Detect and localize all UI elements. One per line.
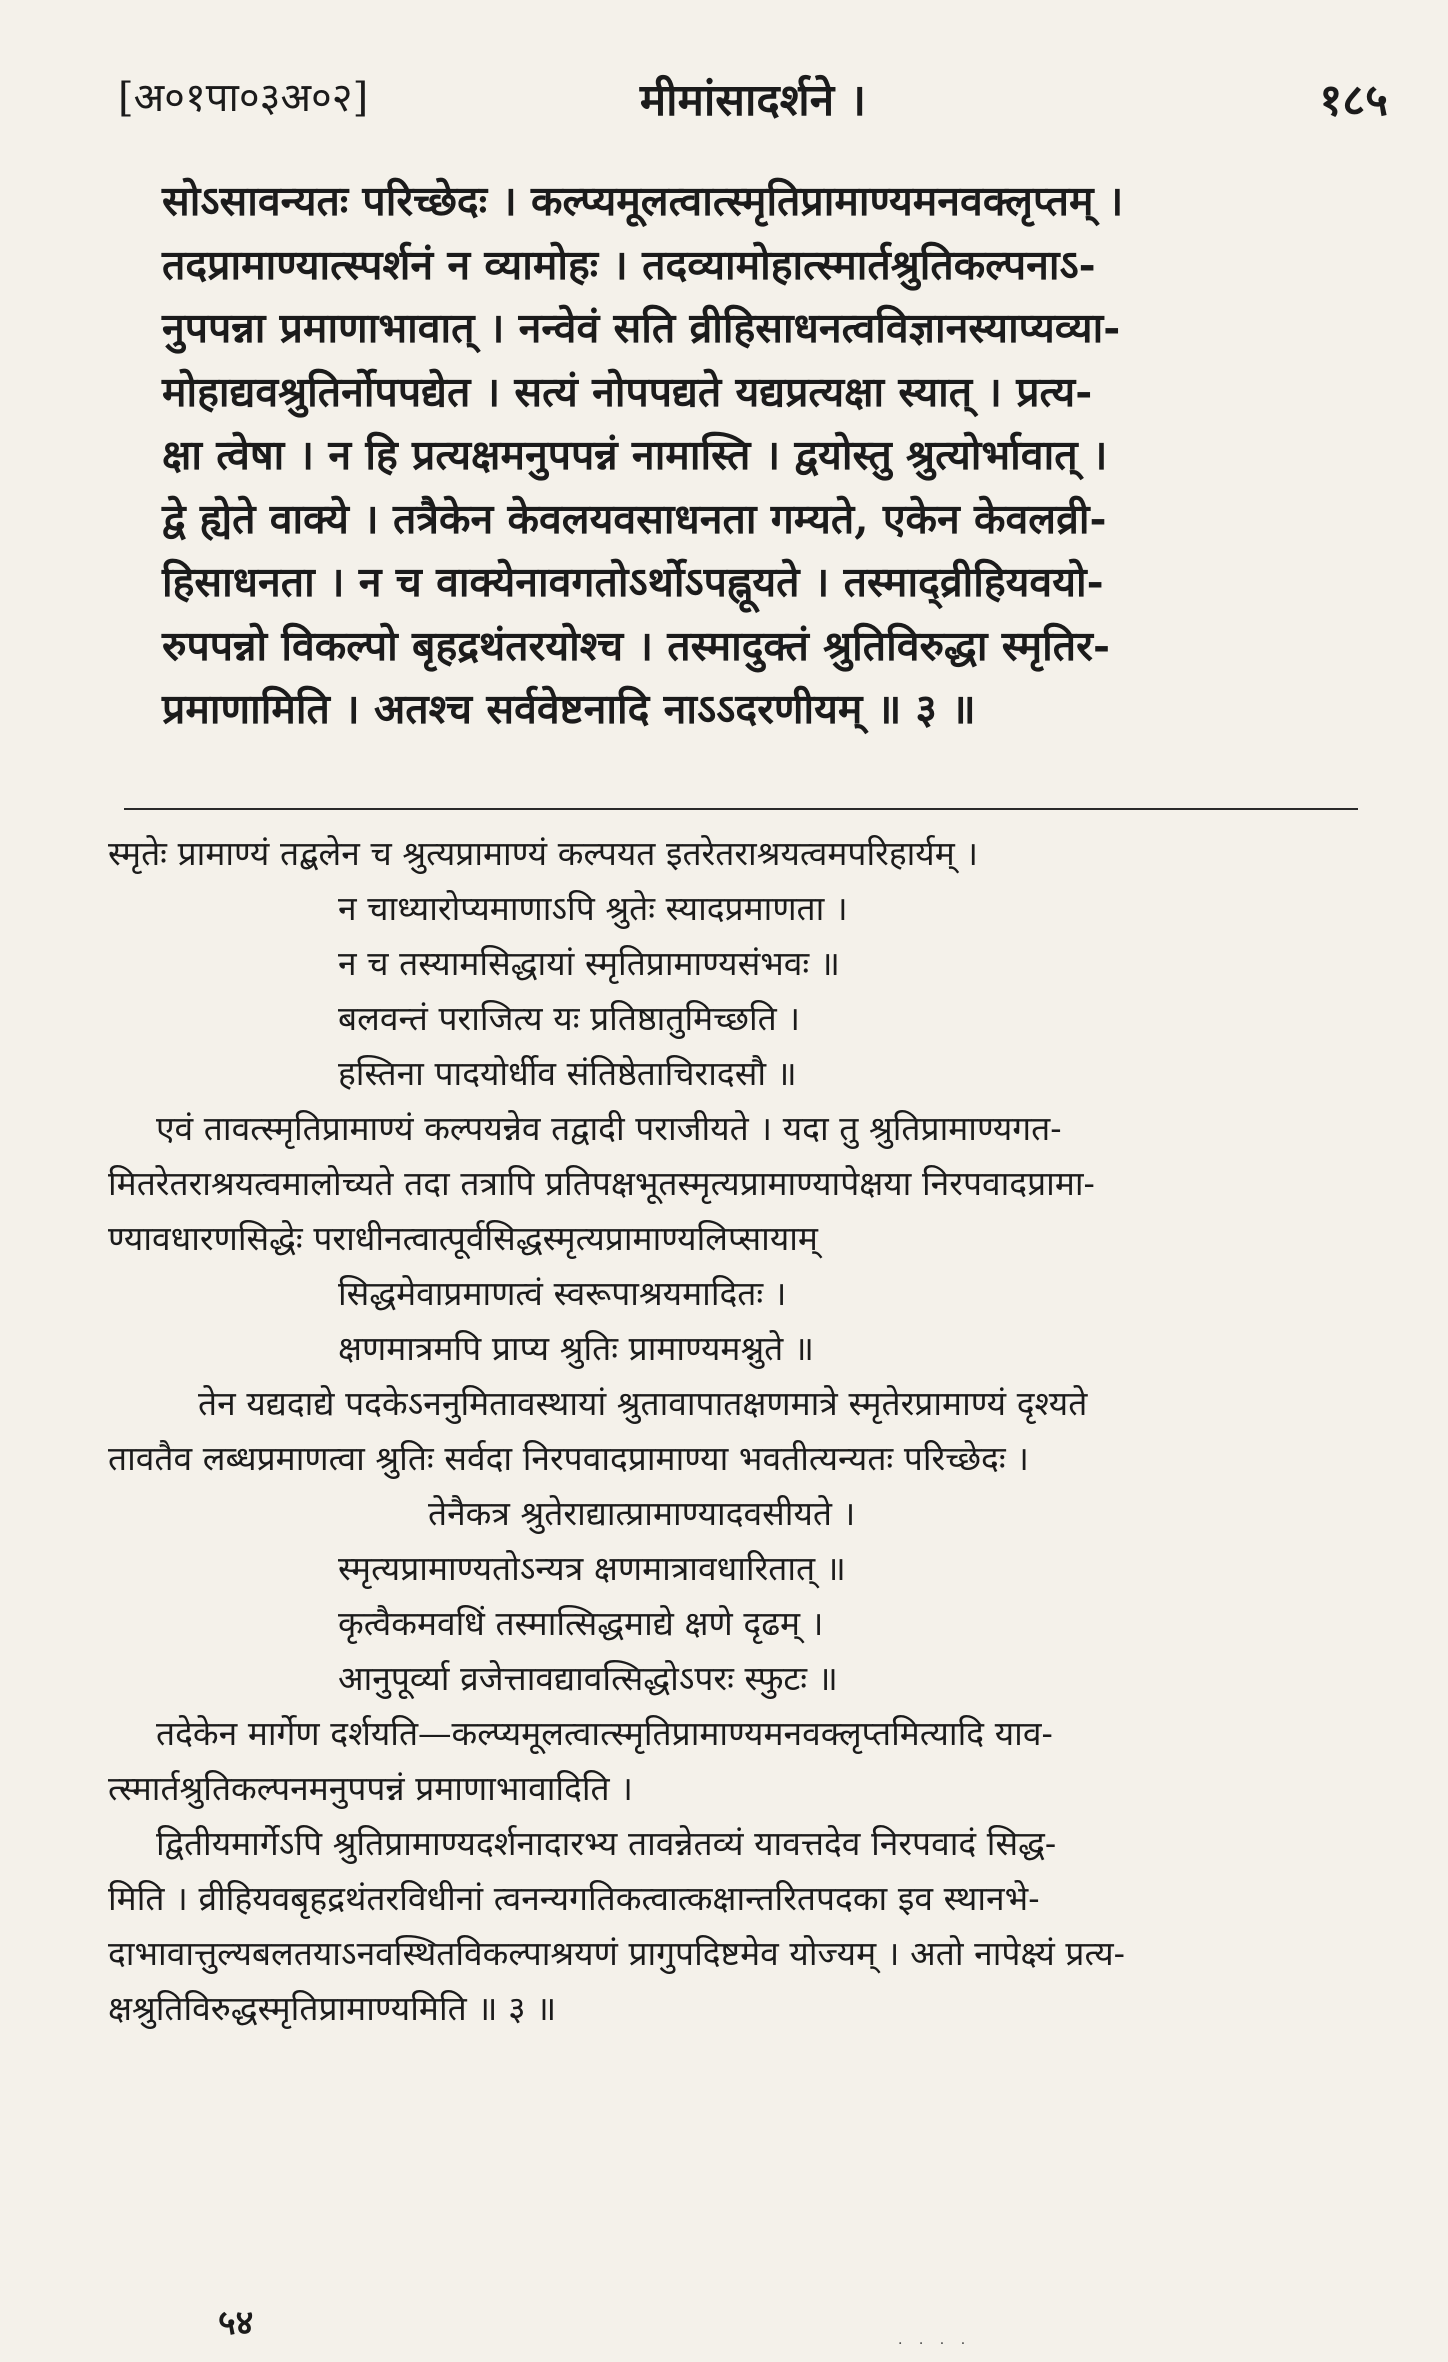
- commentary-line: द्वितीयमार्गेऽपि श्रुतिप्रामाण्यदर्शनादारभ्य तावन्नेतव्यं यावत्तदेव निरपवादं सिद्ध-: [156, 1824, 1057, 1863]
- verse-line: आनुपूर्व्या व्रजेत्तावद्यावत्सिद्धोऽपरः स्फुटः ॥: [338, 1659, 838, 1698]
- verse-line: सिद्धमेवाप्रमाणत्वं स्वरूपाश्रयमादितः ।: [338, 1274, 787, 1313]
- commentary-line: स्मृतेः प्रामाण्यं तद्बलेन च श्रुत्यप्रामाण्यं कल्पयत इतरेतराश्रयत्वमपरिहार्यम् ।: [108, 834, 979, 873]
- main-text-line: रुपपन्नो विकल्पो बृहद्रथंतरयोश्च । तस्मादुक्तं श्रुतिविरुद्धा स्मृतिर-: [162, 621, 1110, 670]
- print-specks: · · · ·: [898, 2336, 972, 2352]
- verse-line: स्मृत्यप्रामाण्यतोऽन्यत्र क्षणमात्रावधारितात् ॥: [338, 1549, 846, 1588]
- commentary-line: क्षश्रुतिविरुद्धस्मृतिप्रामाण्यमिति ॥ ३ ॥: [108, 1989, 557, 2028]
- main-text-line: क्षा त्वेषा । न हि प्रत्यक्षमनुपपन्नं नामास्ति । द्वयोस्तु श्रुत्योर्भावात् ।: [162, 431, 1108, 479]
- commentary-line: मितरेतराश्रयत्वमालोच्यते तदा तत्रापि प्रतिपक्षभूतस्मृत्यप्रामाण्यापेक्षया निरपवादप्रामा-: [108, 1164, 1095, 1203]
- main-text-line: प्रमाणामिति । अतश्च सर्ववेष्टनादि नाऽऽदरणीयम् ॥ ३ ॥: [162, 685, 976, 733]
- section-reference: [अ०१पा०३अ०२]: [118, 75, 369, 121]
- verse-line: क्षणमात्रमपि प्राप्य श्रुतिः प्रामाण्यमश्नुते ॥: [338, 1329, 814, 1368]
- commentary-line: तदेकेन मार्गेण दर्शयति—कल्प्यमूलत्वात्स्मृतिप्रामाण्यमनवक्लृप्तमित्यादि याव-: [156, 1714, 1053, 1753]
- commentary-line: ण्यावधारणसिद्धेः पराधीनत्वात्पूर्वसिद्धस्मृत्यप्रामाण्यलिप्सायाम्: [108, 1219, 818, 1258]
- verse-line: न च तस्यामसिद्धायां स्मृतिप्रामाण्यसंभवः ॥: [338, 944, 840, 983]
- commentary-line: त्स्मार्तश्रुतिकल्पनमनुपपन्नं प्रमाणाभावादिति ।: [108, 1769, 633, 1808]
- verse-line: कृत्वैकमवधिं तस्मात्सिद्धमाद्ये क्षणे दृढम् ।: [338, 1604, 824, 1643]
- verse-line: बलवन्तं पराजित्य यः प्रतिष्ठातुमिच्छति ।: [338, 999, 801, 1038]
- main-text-line: हिसाधनता । न च वाक्येनावगतोऽर्थोऽपह्नूयते । तस्माद्व्रीहियवयो-: [162, 558, 1104, 606]
- commentary-line: दाभावात्तुल्यबलतयाऽनवस्थितविकल्पाश्रयणं प्रागुपदिष्टमेव योज्यम् । अतो नापेक्ष्यं प्रत्य-: [108, 1934, 1125, 1973]
- running-header: [118, 68, 1388, 138]
- page-number: १८५: [1319, 75, 1388, 126]
- main-text-line: नुपपन्ना प्रमाणाभावात् । नन्वेवं सति व्रीहिसाधनत्वविज्ञानस्याप्यव्या-: [162, 304, 1121, 352]
- verse-line: हस्तिना पादयोर्धीव संतिष्ठेताचिरादसौ ॥: [338, 1054, 797, 1093]
- commentary-line: मिति । व्रीहियवबृहद्रथंतरविधीनां त्वनन्यगतिकत्वात्कक्षान्तरितपदका इव स्थानभे-: [108, 1879, 1040, 1918]
- main-text-line: मोहाद्यवश्रुतिर्नोपपद्येत । सत्यं नोपपद्यते यद्यप्रत्यक्षा स्यात् । प्रत्य-: [162, 367, 1093, 416]
- verse-line: तेनैकत्र श्रुतेराद्यात्प्रामाण्यादवसीयते ।: [428, 1494, 856, 1533]
- main-text-block: [162, 170, 1324, 742]
- commentary-line: तेन यद्यदाद्ये पदकेऽननुमितावस्थायां श्रुतावापातक्षणमात्रे स्मृतेरप्रामाण्यं दृश्यते: [198, 1384, 1088, 1423]
- main-text-line: तदप्रामाण्यात्स्पर्शनं न व्यामोहः । तदव्यामोहात्स्मार्तश्रुतिकल्पनाऽ-: [162, 240, 1096, 289]
- folio-mark: ५४: [218, 2303, 254, 2343]
- page-title: मीमांसादर्शने ।: [639, 75, 867, 126]
- separator-rule: [124, 808, 1358, 810]
- commentary-line: एवं तावत्स्मृतिप्रामाण्यं कल्पयन्नेव तद्वादी पराजीयते । यदा तु श्रुतिप्रामाण्यगत-: [156, 1109, 1062, 1148]
- main-text-line: द्वे ह्येते वाक्ये । तत्रैकेन केवलयवसाधनता गम्यते, एकेन केवलव्री-: [162, 494, 1107, 543]
- commentary-line: तावतैव लब्धप्रमाणत्वा श्रुतिः सर्वदा निरपवादप्रामाण्या भवतीत्यन्यतः परिच्छेदः ।: [108, 1439, 1029, 1478]
- main-text-line: सोऽसावन्यतः परिच्छेदः । कल्प्यमूलत्वात्स्मृतिप्रामाण्यमनवक्लृप्तम् ।: [162, 177, 1124, 225]
- verse-line: न चाध्यारोप्यमाणाऽपि श्रुतेः स्यादप्रमाणता ।: [338, 889, 848, 928]
- commentary-block: [108, 826, 1358, 2036]
